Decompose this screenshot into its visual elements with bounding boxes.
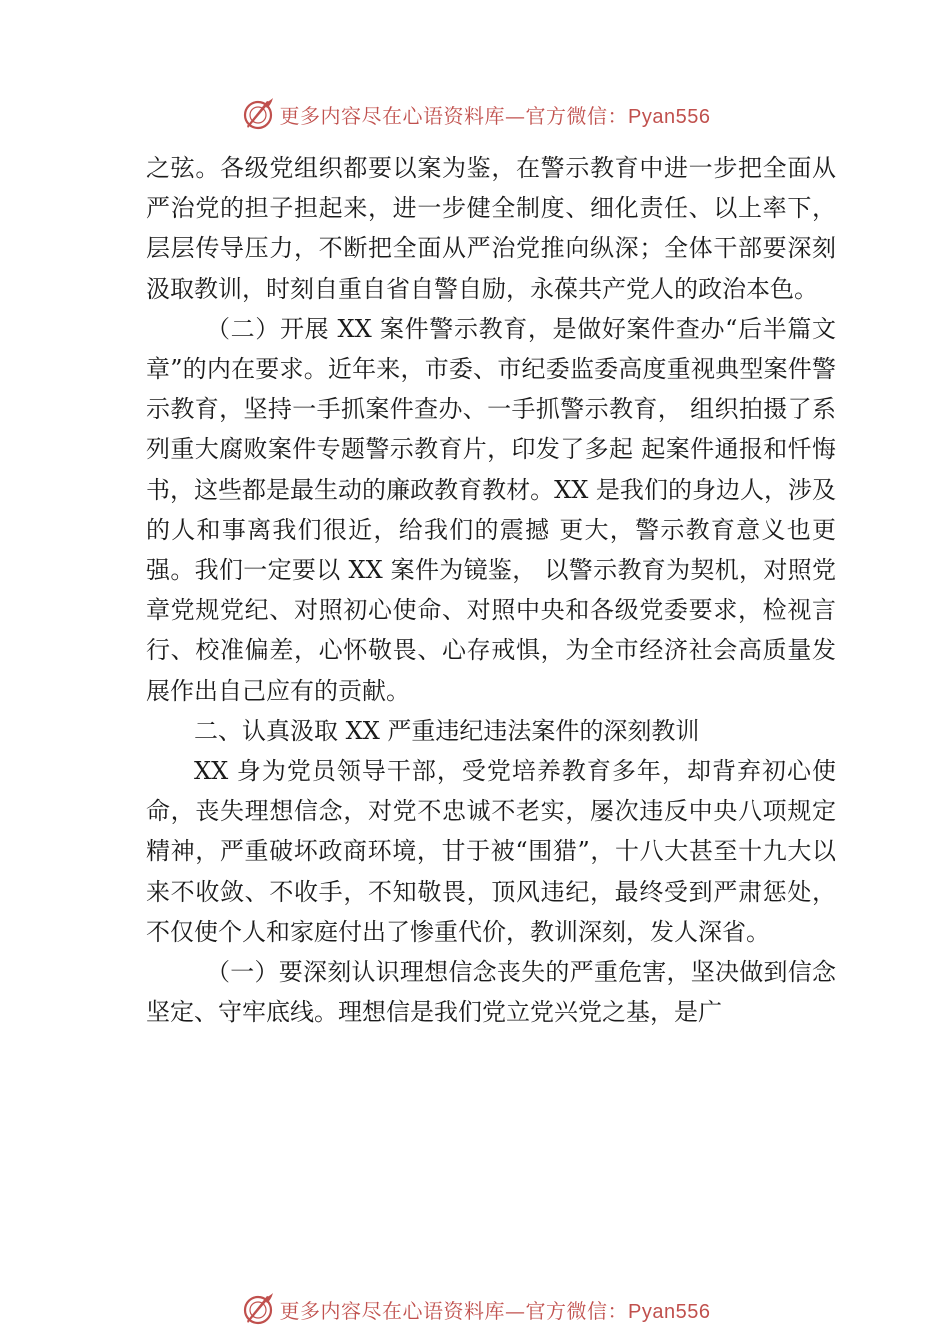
watermark-text: 更多内容尽在心语资料库—官方微信：Pyan556 (279, 103, 711, 128)
quill-seal-icon (240, 96, 276, 132)
quill-seal-icon (240, 1291, 276, 1327)
paragraph: 之弦。各级党组织都要以案为鉴，在警示教育中进一步把全面从严治党的担子担起来，进一步健全制度、细化责任、以上率下，层层传导压力，不断把全面从严治党推向纵深；全体干部要深刻汲取教训，时刻自重自省自警自励，永葆共产党人的政治本色。 (146, 154, 836, 303)
document-body (146, 148, 836, 1032)
watermark-header (0, 94, 950, 134)
watermark-footer (0, 1289, 950, 1329)
section-heading: 二、认真汲取 XX 严重违纪违法案件的深刻教训 (194, 716, 700, 745)
paragraph: XX 身为党员领导干部，受党培养教育多年，却背弃初心使命，丧失理想信念，对党不忠诚不老实，屡次违反中央八项规定精神，严重破坏政商环境，甘于被“围猎”，十八大甚至十九大以来不收敛、不收手，不知敬畏，顶风违纪，最终受到严肃惩处，不仅使个人和家庭付出了惨重代价，教训深刻，发人深省。 (146, 757, 836, 946)
watermark-text: 更多内容尽在心语资料库—官方微信：Pyan556 (279, 1298, 711, 1323)
paragraph: （二）开展 XX 案件警示教育，是做好案件查办“后半篇文章”的内在要求。近年来，市委、市纪委监委高度重视典型案件警示教育，坚持一手抓案件查办、一手抓警示教育， 组织拍摄了系列重大腐败案件专题警示教育片，印发了多起 起案件通报和忏悔书，这些都是最生动的廉政教育教材。XX 是我们的身边人，涉及的人和事离我们很近，给我们的震撼 更大，警示教育意义也更强。我们一定要以 XX 案件为镜鉴， 以警示教育为契机，对照党章党规党纪、对照初心使命、对照中央和各级党委要求，检视言行、校准偏差，心怀敬畏、心存戒惧，为全市经济社会高质量发展作出自己应有的贡献。 (146, 314, 836, 705)
paragraph: （一）要深刻认识理想信念丧失的严重危害，坚决做到信念坚定、守牢底线。理想信是我们党立党兴党之基，是广 (146, 958, 836, 1027)
